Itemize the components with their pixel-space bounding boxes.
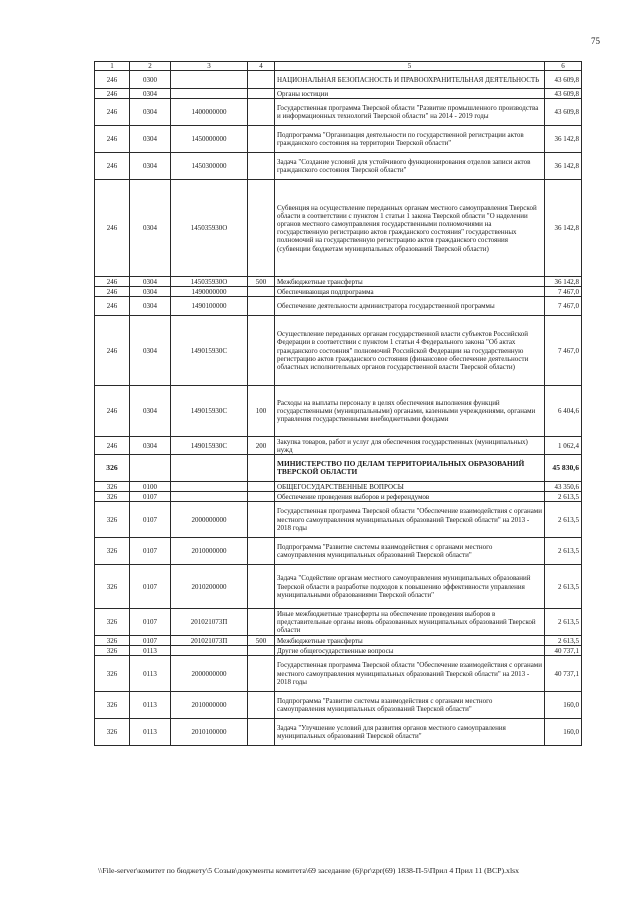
section-code-cell: 0304 [130, 153, 171, 180]
table-row [95, 386, 582, 437]
section-code-cell: 0107 [130, 609, 171, 636]
amount-cell: 2 613,5 [545, 609, 582, 636]
ved-code-cell: 246 [95, 386, 130, 437]
expense-type-code-cell [248, 455, 275, 482]
expense-type-code-cell [248, 502, 275, 538]
amount-cell: 40 737,1 [545, 656, 582, 692]
ved-code-cell: 326 [95, 502, 130, 538]
target-article-code-cell: 201021073П [171, 636, 248, 646]
ved-code-cell: 326 [95, 609, 130, 636]
amount-cell: 43 609,8 [545, 99, 582, 126]
page-number: 75 [591, 36, 600, 46]
expense-type-code-cell [248, 89, 275, 99]
ved-code-cell: 246 [95, 437, 130, 455]
item-name-cell: ОБЩЕГОСУДАРСТВЕННЫЕ ВОПРОСЫ [275, 482, 545, 492]
target-article-code-cell: 149015930С [171, 316, 248, 386]
expense-type-code-cell [248, 153, 275, 180]
section-code-cell: 0300 [130, 71, 171, 89]
header-cell-2: 2 [130, 62, 171, 71]
expense-type-code-cell [248, 71, 275, 89]
item-name-cell: МИНИСТЕРСТВО ПО ДЕЛАМ ТЕРРИТОРИАЛЬНЫХ ОБРАЗОВАНИЙ ТВЕРСКОЙ ОБЛАСТИ [275, 455, 545, 482]
ved-code-cell: 326 [95, 692, 130, 719]
amount-cell: 6 404,6 [545, 386, 582, 437]
amount-cell: 43 609,8 [545, 89, 582, 99]
amount-cell: 7 467,0 [545, 316, 582, 386]
table-row [95, 492, 582, 502]
target-article-code-cell: 2010100000 [171, 719, 248, 746]
target-article-code-cell: 149015930С [171, 386, 248, 437]
ved-code-cell: 326 [95, 646, 130, 656]
target-article-code-cell [171, 455, 248, 482]
table-row [95, 455, 582, 482]
table-row [95, 538, 582, 565]
table-row [95, 297, 582, 316]
table-row [95, 287, 582, 297]
expense-type-code-cell: 200 [248, 437, 275, 455]
amount-cell: 36 142,8 [545, 180, 582, 277]
section-code-cell: 0304 [130, 277, 171, 287]
table-row [95, 692, 582, 719]
target-article-code-cell: 2000000000 [171, 502, 248, 538]
expense-type-code-cell [248, 719, 275, 746]
ved-code-cell: 326 [95, 565, 130, 609]
expense-type-code-cell [248, 646, 275, 656]
expense-type-code-cell [248, 99, 275, 126]
ved-code-cell: 246 [95, 180, 130, 277]
file-path-footer: \\File-server\комитет по бюджету\5 Созыв\документы комитета\69 заседание (6)\pr\zpr(69) 1838-П-5\Прил 4 Прил 11 (ВСР).xlsx [98, 866, 520, 875]
table-row [95, 609, 582, 636]
expense-type-code-cell [248, 297, 275, 316]
table-row [95, 482, 582, 492]
table-row [95, 502, 582, 538]
table-row [95, 646, 582, 656]
ved-code-cell: 246 [95, 277, 130, 287]
target-article-code-cell: 1490100000 [171, 297, 248, 316]
amount-cell: 7 467,0 [545, 287, 582, 297]
amount-cell: 2 613,5 [545, 502, 582, 538]
target-article-code-cell: 2010000000 [171, 692, 248, 719]
item-name-cell: Задача "Улучшение условий для развития органов местного самоуправления муниципальных образований Тверской области" [275, 719, 545, 746]
section-code-cell: 0113 [130, 646, 171, 656]
expense-type-code-cell [248, 538, 275, 565]
item-name-cell: Государственная программа Тверской области "Обеспечение взаимодействия с органами местного самоуправления муниципальных образований Тверской области" на 2013 - 2018 годы [275, 502, 545, 538]
item-name-cell: Осуществление переданных органам государственной власти субъектов Российской Федерации в соответствии с пунктом 1 статьи 4 Федерального закона "Об актах гражданского состояния" полномочий Российской Федерации на государственную регистрацию актов гражданского состояния (финансовое обеспечение деятельности областных исполнительных органов государственной власти Тверской области) [275, 316, 545, 386]
item-name-cell: Государственная программа Тверской области "Развитие промышленного производства и информационных технологий Тверской области" на 2014 - 2019 годы [275, 99, 545, 126]
expense-type-code-cell: 100 [248, 386, 275, 437]
section-code-cell: 0304 [130, 297, 171, 316]
expense-type-code-cell [248, 482, 275, 492]
item-name-cell: Задача "Создание условий для устойчивого функционирования отделов записи актов гражданского состояния Тверской области" [275, 153, 545, 180]
item-name-cell: Субвенция на осуществление переданных органам местного самоуправления Тверской области в соответствии с пунктом 1 статьи 1 закона Тверской области "О наделении органов местного самоуправления государственными полномочиями на государственную регистрацию актов гражданского состояния" государственных полномочий на государственную регистрацию актов гражданского состояния (субвенции бюджетам муниципальных образований Тверской области) [275, 180, 545, 277]
ved-code-cell: 326 [95, 719, 130, 746]
target-article-code-cell: 1490000000 [171, 287, 248, 297]
expense-type-code-cell [248, 565, 275, 609]
target-article-code-cell [171, 482, 248, 492]
target-article-code-cell: 2000000000 [171, 656, 248, 692]
item-name-cell: Другие общегосударственные вопросы [275, 646, 545, 656]
section-code-cell: 0107 [130, 636, 171, 646]
section-code-cell: 0100 [130, 482, 171, 492]
target-article-code-cell: 1450300000 [171, 153, 248, 180]
amount-cell: 160,0 [545, 692, 582, 719]
expense-type-code-cell [248, 316, 275, 386]
ved-code-cell: 326 [95, 538, 130, 565]
amount-cell: 2 613,5 [545, 565, 582, 609]
table-row [95, 656, 582, 692]
header-cell-3: 3 [171, 62, 248, 71]
amount-cell: 43 609,8 [545, 71, 582, 89]
target-article-code-cell: 201021073П [171, 609, 248, 636]
item-name-cell: Обеспечение проведения выборов и референдумов [275, 492, 545, 502]
target-article-code-cell: 2010000000 [171, 538, 248, 565]
item-name-cell: Задача "Содействие органам местного самоуправления муниципальных образований Тверской области в разработке подходов к повышению эффективности управления муниципальными образованиями Тверской области" [275, 565, 545, 609]
amount-cell: 2 613,5 [545, 636, 582, 646]
ved-code-cell: 326 [95, 492, 130, 502]
target-article-code-cell [171, 492, 248, 502]
amount-cell: 2 613,5 [545, 492, 582, 502]
section-code-cell: 0304 [130, 316, 171, 386]
item-name-cell: НАЦИОНАЛЬНАЯ БЕЗОПАСНОСТЬ И ПРАВООХРАНИТЕЛЬНАЯ ДЕЯТЕЛЬНОСТЬ [275, 71, 545, 89]
expense-type-code-cell [248, 609, 275, 636]
ved-code-cell: 246 [95, 316, 130, 386]
table-row [95, 437, 582, 455]
item-name-cell: Подпрограмма "Развитие системы взаимодействия с органами местного самоуправления муниципальных образований Тверской области" [275, 692, 545, 719]
section-code-cell: 0113 [130, 656, 171, 692]
item-name-cell: Межбюджетные трансферты [275, 636, 545, 646]
ved-code-cell: 246 [95, 99, 130, 126]
target-article-code-cell [171, 89, 248, 99]
section-code-cell: 0304 [130, 89, 171, 99]
table-row [95, 636, 582, 646]
target-article-code-cell [171, 646, 248, 656]
target-article-code-cell: 2010200000 [171, 565, 248, 609]
ved-code-cell: 326 [95, 656, 130, 692]
header-cell-4: 4 [248, 62, 275, 71]
section-code-cell: 0304 [130, 180, 171, 277]
table-row [95, 277, 582, 287]
item-name-cell: Закупка товаров, работ и услуг для обеспечения государственных (муниципальных) нужд [275, 437, 545, 455]
item-name-cell: Иные межбюджетные трансферты на обеспечение проведения выборов в представительные органы вновь образованных муниципальных образований Тверской области [275, 609, 545, 636]
table-row [95, 719, 582, 746]
section-code-cell: 0107 [130, 565, 171, 609]
amount-cell: 43 350,6 [545, 482, 582, 492]
ved-code-cell: 246 [95, 287, 130, 297]
table-row [95, 565, 582, 609]
header-cell-6: 6 [545, 62, 582, 71]
item-name-cell: Межбюджетные трансферты [275, 277, 545, 287]
expense-type-code-cell [248, 180, 275, 277]
amount-cell: 40 737,1 [545, 646, 582, 656]
ved-code-cell: 326 [95, 482, 130, 492]
ved-code-cell: 246 [95, 89, 130, 99]
item-name-cell: Расходы на выплаты персоналу в целях обеспечения выполнения функций государственными (муниципальными) органами, казенными учреждениями, органами управления государственными внебюджетными фондами [275, 386, 545, 437]
section-code-cell: 0304 [130, 287, 171, 297]
ved-code-cell: 326 [95, 636, 130, 646]
section-code-cell: 0107 [130, 492, 171, 502]
item-name-cell: Органы юстиции [275, 89, 545, 99]
section-code-cell: 0304 [130, 386, 171, 437]
table-row [95, 153, 582, 180]
table-row [95, 180, 582, 277]
expense-type-code-cell [248, 692, 275, 719]
ved-code-cell: 326 [95, 455, 130, 482]
target-article-code-cell: 1450000000 [171, 126, 248, 153]
table-row [95, 99, 582, 126]
table-row [95, 71, 582, 89]
header-cell-1: 1 [95, 62, 130, 71]
table-row [95, 126, 582, 153]
amount-cell: 36 142,8 [545, 153, 582, 180]
item-name-cell: Подпрограмма "Развитие системы взаимодействия с органами местного самоуправления муниципальных образований Тверской области" [275, 538, 545, 565]
expense-type-code-cell: 500 [248, 277, 275, 287]
budget-table [94, 61, 582, 746]
header-cell-5: 5 [275, 62, 545, 71]
item-name-cell: Подпрограмма "Организация деятельности по государственной регистрации актов гражданского состояния на территории Тверской области" [275, 126, 545, 153]
section-code-cell: 0304 [130, 99, 171, 126]
table-row [95, 316, 582, 386]
section-code-cell [130, 455, 171, 482]
section-code-cell: 0304 [130, 437, 171, 455]
item-name-cell: Государственная программа Тверской области "Обеспечение взаимодействия с органами местного самоуправления муниципальных образований Тверской области" на 2013 - 2018 годы [275, 656, 545, 692]
amount-cell: 7 467,0 [545, 297, 582, 316]
target-article-code-cell: 149015930С [171, 437, 248, 455]
amount-cell: 36 142,8 [545, 277, 582, 287]
amount-cell: 45 830,6 [545, 455, 582, 482]
expense-type-code-cell [248, 126, 275, 153]
expense-type-code-cell [248, 492, 275, 502]
amount-cell: 36 142,8 [545, 126, 582, 153]
expense-type-code-cell [248, 656, 275, 692]
amount-cell: 1 062,4 [545, 437, 582, 455]
item-name-cell: Обеспечивающая подпрограмма [275, 287, 545, 297]
ved-code-cell: 246 [95, 126, 130, 153]
target-article-code-cell [171, 71, 248, 89]
amount-cell: 2 613,5 [545, 538, 582, 565]
expense-type-code-cell: 500 [248, 636, 275, 646]
table-row [95, 89, 582, 99]
target-article-code-cell: 1400000000 [171, 99, 248, 126]
ved-code-cell: 246 [95, 71, 130, 89]
section-code-cell: 0107 [130, 502, 171, 538]
target-article-code-cell: 145035930О [171, 180, 248, 277]
item-name-cell: Обеспечение деятельности администратора государственной программы [275, 297, 545, 316]
ved-code-cell: 246 [95, 153, 130, 180]
section-code-cell: 0304 [130, 126, 171, 153]
table-header-row [95, 62, 582, 71]
ved-code-cell: 246 [95, 297, 130, 316]
section-code-cell: 0113 [130, 719, 171, 746]
section-code-cell: 0113 [130, 692, 171, 719]
target-article-code-cell: 145035930О [171, 277, 248, 287]
section-code-cell: 0107 [130, 538, 171, 565]
amount-cell: 160,0 [545, 719, 582, 746]
expense-type-code-cell [248, 287, 275, 297]
